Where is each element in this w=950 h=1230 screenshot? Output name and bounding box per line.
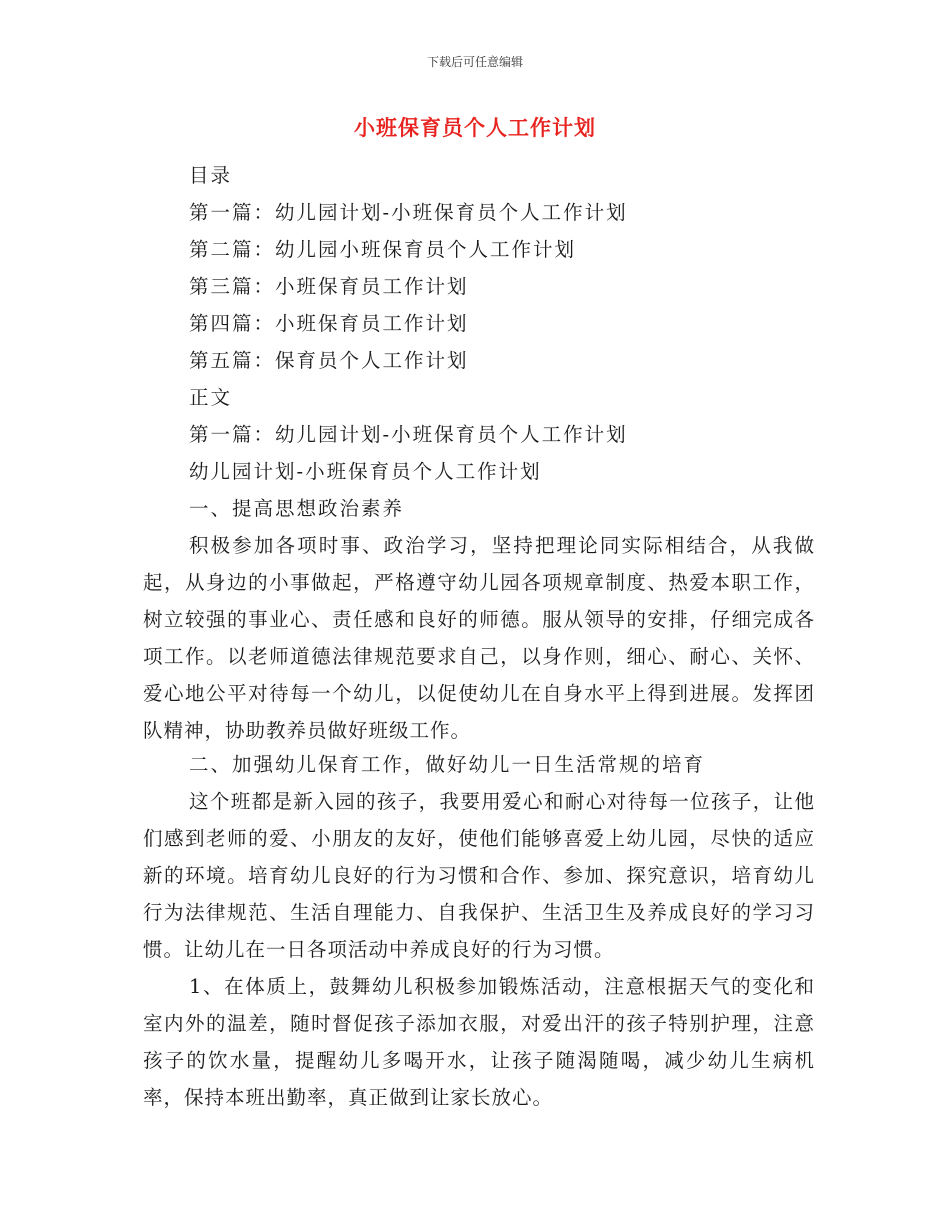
toc-item: 第四篇：小班保育员工作计划: [189, 312, 469, 335]
section-heading: 二、加强幼儿保育工作，做好幼儿一日生活常规的培育: [189, 753, 706, 776]
paragraph: 积极参加各项时事、政治学习，坚持把理论同实际相结合，从我做起，从身边的小事做起，严格遵守幼儿园各项规章制度、热爱本职工作，树立较强的事业心、责任感和良好的师德。服从领导的安排，仔细完成各项工作。以老师道德法律规范要求自己，以身作则，细心、耐心、关怀、爱心地公平对待每一个幼儿，以促使幼儿在自身水平上得到进展。发挥团队精神，协助教养员做好班级工作。: [143, 534, 815, 742]
section-heading: 一、提高思想政治素养: [189, 497, 405, 520]
toc-item: 第二篇：幼儿园小班保育员个人工作计划: [189, 238, 577, 261]
toc-item: 第三篇：小班保育员工作计划: [189, 275, 469, 298]
chapter-title: 第一篇：幼儿园计划-小班保育员个人工作计划: [189, 423, 628, 446]
toc-item: 第一篇：幼儿园计划-小班保育员个人工作计划: [189, 201, 628, 224]
doc-subtitle: 幼儿园计划-小班保育员个人工作计划: [189, 460, 542, 483]
body-heading: 正文: [189, 386, 233, 409]
paragraph: 1、在体质上，鼓舞幼儿积极参加锻炼活动，注意根据天气的变化和室内外的温差，随时督促孩子添加衣服，对爱出汗的孩子特别护理，注意孩子的饮水量，提醒幼儿多喝开水，让孩子随渴随喝，减少幼儿生病机率，保持本班出勤率，真正做到让家长放心。: [143, 975, 815, 1109]
document-title: 小班保育员个人工作计划: [354, 116, 596, 140]
toc-heading: 目录: [189, 164, 233, 187]
toc-item: 第五篇：保育员个人工作计划: [189, 349, 469, 372]
header-note: 下载后可任意编辑: [426, 55, 523, 69]
paragraph: 这个班都是新入园的孩子，我要用爱心和耐心对待每一位孩子，让他们感到老师的爱、小朋友的友好，使他们能够喜爱上幼儿园，尽快的适应新的环境。培育幼儿良好的行为习惯和合作、参加、探究意识，培育幼儿行为法律规范、生活自理能力、自我保护、生活卫生及养成良好的学习习惯。让幼儿在一日各项活动中养成良好的行为习惯。: [143, 790, 815, 961]
